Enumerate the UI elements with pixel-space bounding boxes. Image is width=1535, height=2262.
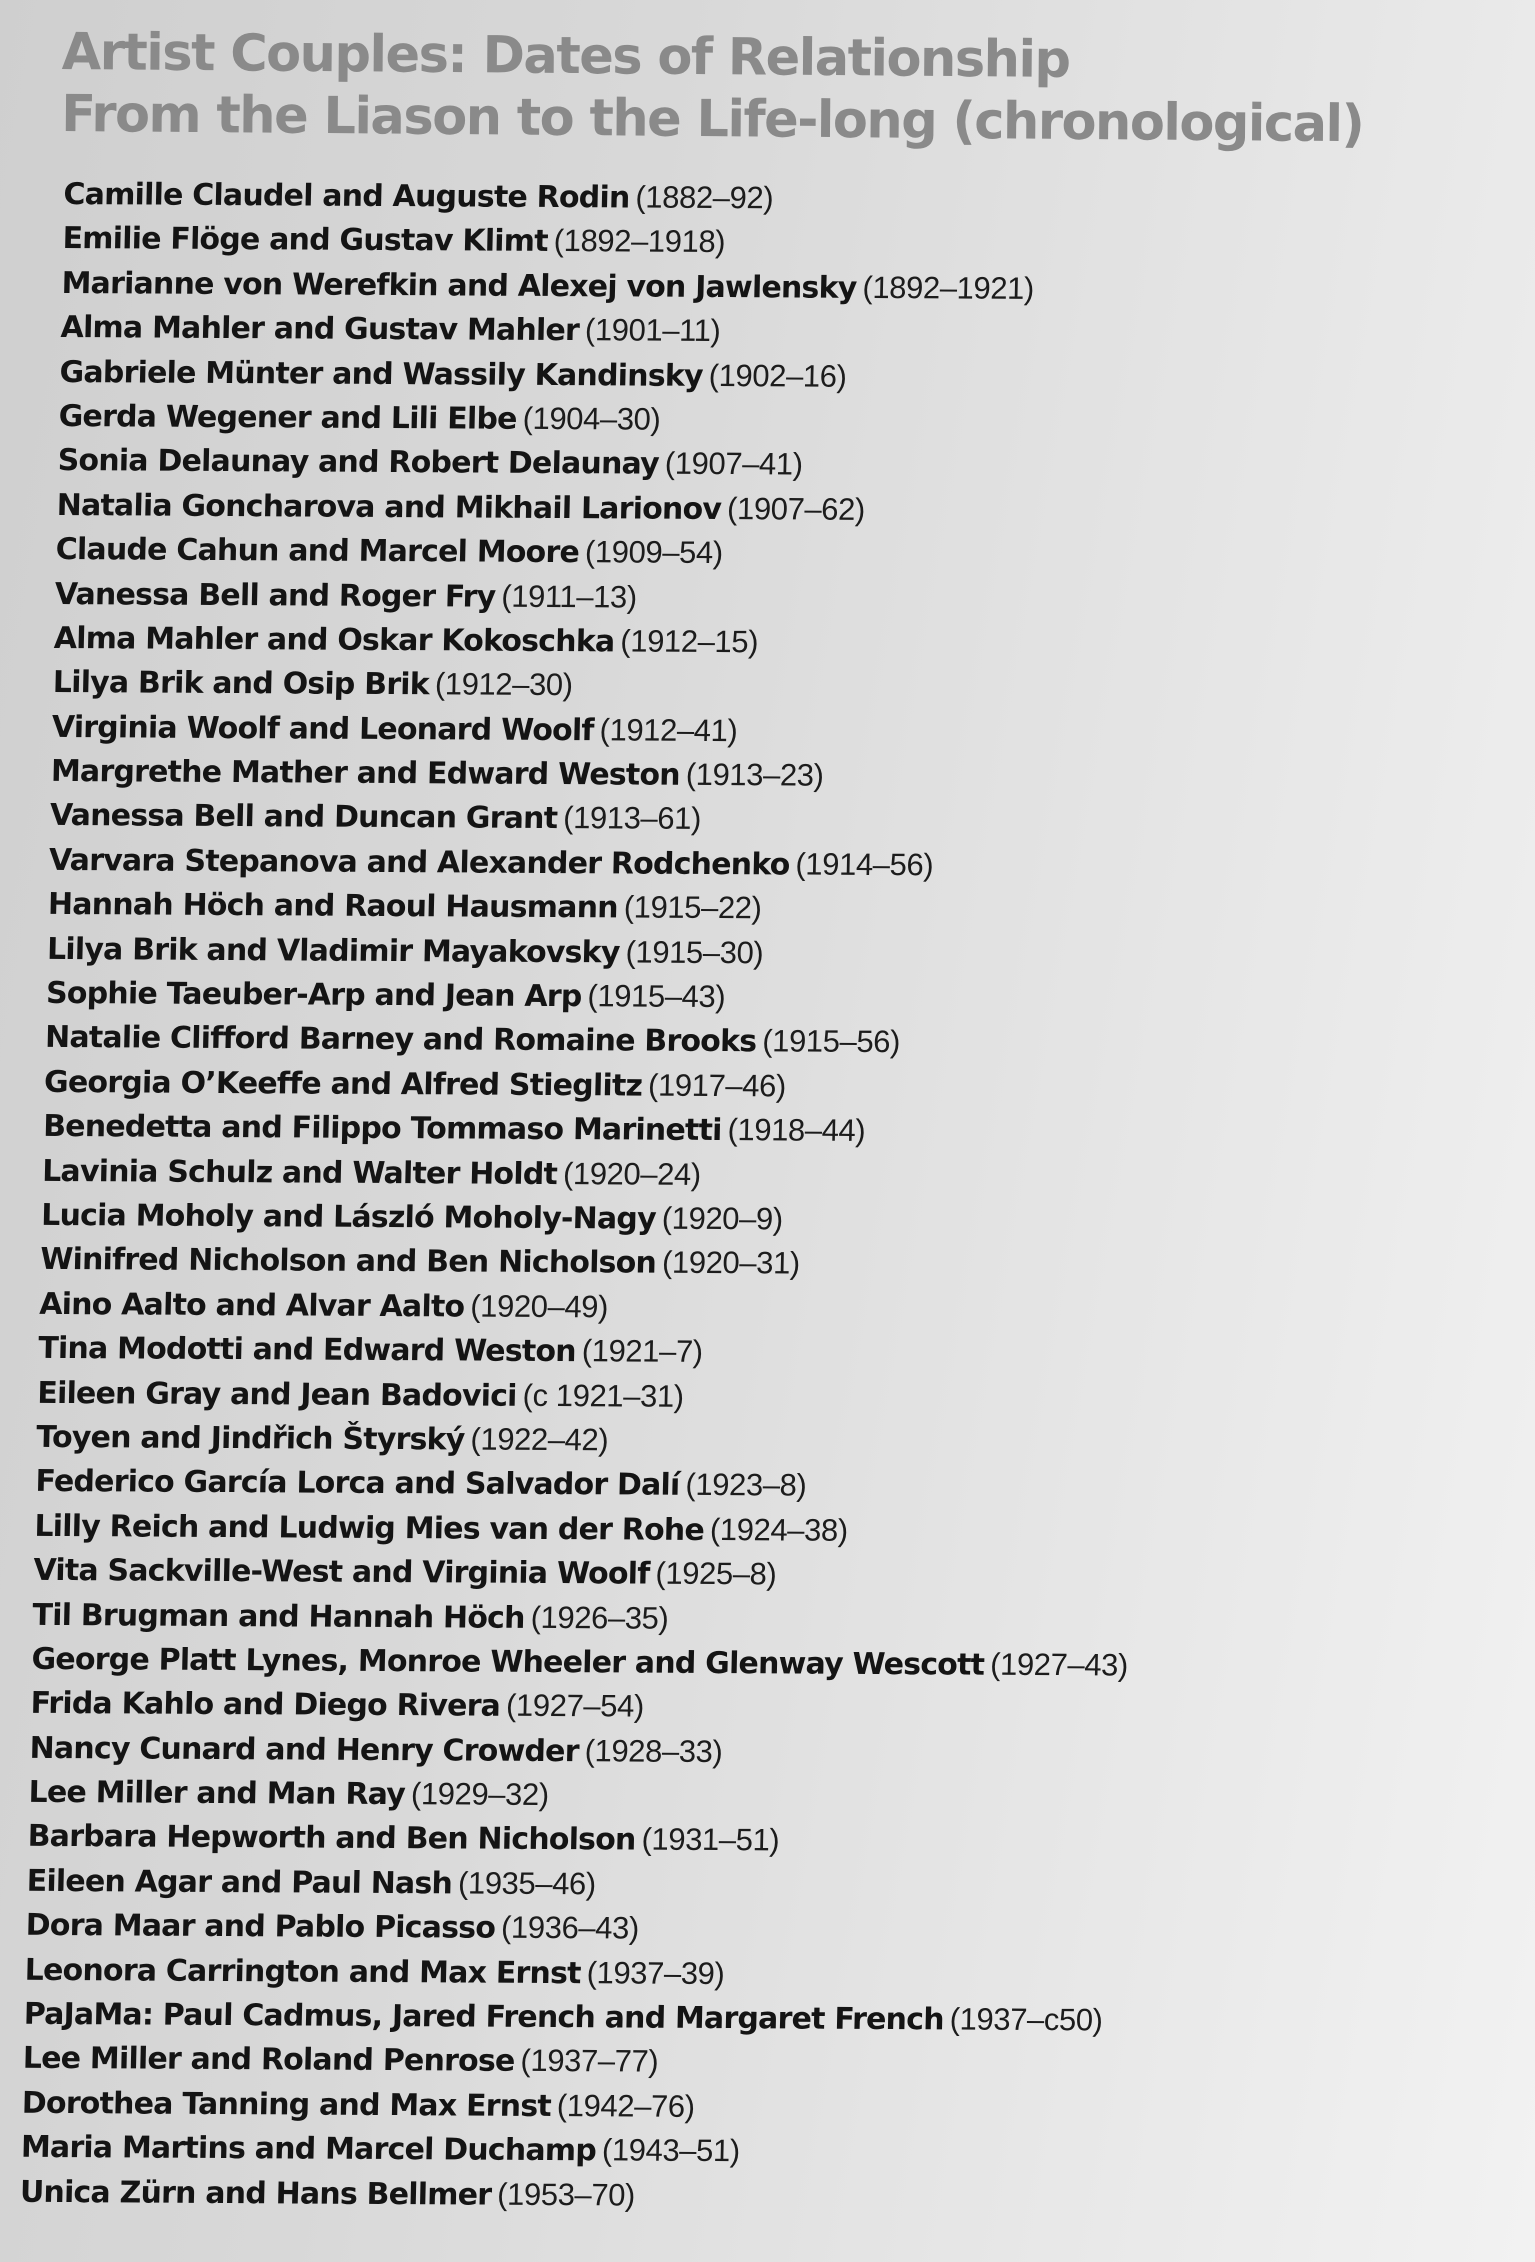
- couple-names: Natalia Goncharova and Mikhail Larionov: [56, 487, 722, 527]
- relationship-dates: (1915–43): [587, 978, 726, 1015]
- couple-names: Gabriele Münter and Wassily Kandinsky: [59, 354, 704, 394]
- relationship-dates: (1929–32): [410, 1776, 550, 1813]
- relationship-dates: (1922–42): [470, 1421, 609, 1458]
- couple-names: Vanessa Bell and Roger Fry: [54, 576, 496, 615]
- couple-names: Vita Sackville-West and Virginia Woolf: [33, 1552, 650, 1592]
- relationship-dates: (1914–56): [795, 846, 934, 883]
- relationship-dates: (1937–77): [520, 2043, 659, 2080]
- relationship-dates: (1927–43): [989, 1646, 1129, 1683]
- couple-names: Dorothea Tanning and Max Ernst: [21, 2085, 552, 2124]
- couple-names: Vanessa Bell and Duncan Grant: [49, 798, 558, 837]
- relationship-dates: (1912–41): [599, 711, 738, 748]
- relationship-dates: (1915–56): [761, 1023, 901, 1060]
- relationship-dates: (1913–61): [562, 800, 702, 837]
- relationship-dates: (1907–62): [726, 490, 866, 527]
- couple-names: Aino Aalto and Alvar Aalto: [38, 1286, 465, 1325]
- couple-names: Frida Kahlo and Diego Rivera: [30, 1686, 501, 1724]
- couple-names: Toyen and Jindřich Štyrský: [36, 1419, 465, 1458]
- list-item: [19, 2169, 1420, 2222]
- heading-line-2: From the Liason to the Life-long (chronological): [61, 84, 1364, 155]
- relationship-dates: (1937–39): [586, 1954, 725, 1991]
- relationship-dates: (1921–7): [581, 1333, 704, 1370]
- couple-names: Gerda Wegener and Lili Elbe: [58, 398, 518, 437]
- couple-names: Unica Zürn and Hans Bellmer: [19, 2174, 492, 2213]
- couple-names: George Platt Lynes, Monroe Wheeler and Glenway Wescott: [31, 1641, 985, 1683]
- relationship-dates: (1920–31): [661, 1245, 801, 1281]
- relationship-dates: (1920–24): [562, 1155, 702, 1192]
- relationship-dates: (1937–c50): [949, 2001, 1103, 2038]
- couples-list: [19, 172, 1464, 2222]
- heading-line-1: Artist Couples: Dates of Relationship: [61, 22, 1070, 90]
- couple-names: Tina Modotti and Edward Weston: [37, 1331, 577, 1370]
- relationship-dates: (1936–43): [500, 1909, 640, 1946]
- relationship-dates: (1917–46): [647, 1067, 787, 1104]
- couple-names: Sonia Delaunay and Robert Delaunay: [57, 443, 660, 482]
- couple-names: Barbara Hepworth and Ben Nicholson: [27, 1819, 636, 1858]
- couple-names: Camille Claudel and Auguste Rodin: [63, 176, 630, 216]
- relationship-dates: (1920–49): [469, 1288, 609, 1325]
- couple-names: Til Brugman and Hannah Höch: [32, 1597, 526, 1636]
- relationship-dates: (1942–76): [556, 2087, 696, 2124]
- relationship-dates: (1911–13): [501, 578, 638, 615]
- relationship-dates: (1901–11): [584, 312, 721, 349]
- couple-names: Varvara Stepanova and Alexander Rodchenko: [48, 842, 790, 883]
- couple-names: Eileen Gray and Jean Badovici: [36, 1375, 518, 1414]
- relationship-dates: (1925–8): [655, 1555, 777, 1592]
- couple-names: Eileen Agar and Paul Nash: [26, 1863, 453, 1902]
- couple-names: Marianne von Werefkin and Alexej von Jawlensky: [61, 265, 857, 306]
- list-item: [20, 2125, 1421, 2178]
- relationship-dates: (1902–16): [708, 357, 847, 394]
- relationship-dates: (1913–23): [685, 756, 824, 793]
- list-item: [60, 305, 1461, 358]
- couple-names: Lee Miller and Roland Penrose: [22, 2041, 515, 2080]
- couple-names: Lilya Brik and Vladimir Mayakovsky: [46, 931, 620, 971]
- couple-names: Maria Martins and Marcel Duchamp: [20, 2129, 597, 2169]
- page-heading: [61, 22, 1382, 156]
- couple-names: Lilly Reich and Ludwig Mies van der Rohe: [34, 1508, 705, 1548]
- couple-names: Natalie Clifford Barney and Romaine Brooks: [44, 1020, 757, 1060]
- relationship-dates: (1882–92): [635, 179, 774, 216]
- couple-names: Emilie Flöge and Gustav Klimt: [62, 221, 549, 260]
- relationship-dates: (1915–22): [623, 889, 762, 926]
- couple-names: Winifred Nicholson and Ben Nicholson: [39, 1242, 657, 1282]
- couple-names: Lilya Brik and Osip Brik: [52, 665, 430, 703]
- relationship-dates: (1953–70): [496, 2176, 636, 2213]
- couple-names: Lee Miller and Man Ray: [28, 1774, 406, 1813]
- list-item: [25, 1903, 1426, 1956]
- relationship-dates: (1892–1921): [862, 269, 1035, 306]
- list-item: [55, 527, 1456, 580]
- relationship-dates: (1912–30): [434, 666, 574, 703]
- couple-names: Benedetta and Filippo Tommaso Marinetti: [42, 1109, 722, 1149]
- relationship-dates: (1924–38): [709, 1511, 849, 1548]
- list-item: [48, 882, 1449, 935]
- relationship-dates: (1931–51): [641, 1822, 780, 1858]
- relationship-dates: (1928–33): [584, 1732, 723, 1769]
- couple-names: Virginia Woolf and Leonard Woolf: [51, 709, 595, 748]
- couple-names: Hannah Höch and Raoul Hausmann: [47, 887, 619, 926]
- list-item: [38, 1326, 1439, 1379]
- relationship-dates: (1943–51): [601, 2132, 741, 2169]
- relationship-dates: (1909–54): [584, 534, 724, 571]
- list-item: [33, 1548, 1434, 1601]
- couple-names: Alma Mahler and Gustav Mahler: [60, 310, 580, 349]
- couple-names: Lucia Moholy and László Moholy-Nagy: [40, 1197, 657, 1237]
- relationship-dates: (1892–1918): [553, 223, 726, 260]
- couple-names: Claude Cahun and Marcel Moore: [55, 532, 580, 571]
- relationship-dates: (1926–35): [530, 1599, 669, 1636]
- relationship-dates: (1918–44): [727, 1112, 866, 1149]
- relationship-dates: (1912–15): [620, 623, 759, 660]
- couple-names: PaJaMa: Paul Cadmus, Jared French and Margaret French: [23, 1996, 945, 2038]
- relationship-dates: (1923–8): [685, 1467, 807, 1503]
- couple-names: Lavinia Schulz and Walter Holdt: [41, 1153, 558, 1192]
- relationship-dates: (1927–54): [505, 1688, 645, 1724]
- couple-names: Federico García Lorca and Salvador Dalí: [35, 1464, 680, 1504]
- relationship-dates: (c 1921–31): [522, 1377, 685, 1414]
- relationship-dates: (1915–30): [625, 934, 764, 970]
- couple-names: Nancy Cunard and Henry Crowder: [29, 1730, 580, 1769]
- list-item: [43, 1104, 1444, 1157]
- relationship-dates: (1907–41): [664, 446, 803, 482]
- relationship-dates: (1904–30): [522, 400, 661, 437]
- couple-names: Margrethe Mather and Edward Weston: [50, 754, 681, 793]
- couple-names: Dora Maar and Pablo Picasso: [25, 1908, 496, 1946]
- couple-names: Leonora Carrington and Max Ernst: [24, 1952, 582, 1991]
- couple-names: Alma Mahler and Oskar Kokoschka: [53, 620, 615, 660]
- couple-names: Sophie Taeuber-Arp and Jean Arp: [45, 975, 582, 1015]
- relationship-dates: (1935–46): [457, 1865, 597, 1902]
- couple-names: Georgia O’Keeffe and Alfred Stieglitz: [43, 1064, 643, 1104]
- relationship-dates: (1920–9): [661, 1200, 784, 1237]
